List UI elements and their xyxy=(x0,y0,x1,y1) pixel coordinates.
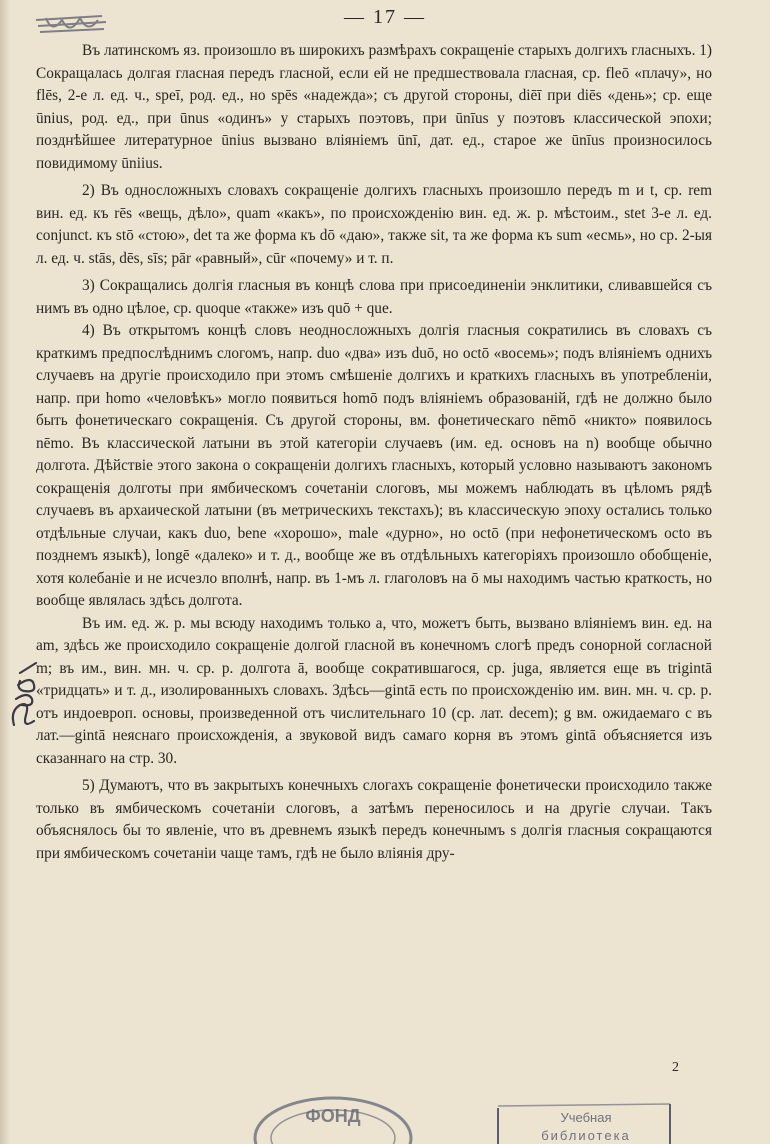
page-edge-shadow xyxy=(0,0,10,1144)
sheet-signature-mark: 2 xyxy=(672,1060,679,1075)
svg-text:Учебная: Учебная xyxy=(560,1110,612,1125)
paragraph-5: 5) Думаютъ, что въ закрытыхъ конечныхъ слогахъ сокращеніе фонетически происходило также только въ ямбическомъ сочетаніи слоговъ, а затѣмъ переносилось и на другіе случаи. Такъ объяснялось бы то явленіе, что въ древнемъ языкѣ передъ конечнымъ s долгія гласныя сокращаются при ямбическомъ сочетаніи чаще тамъ, гдѣ не было вліянія дру- xyxy=(36,777,712,862)
body-text xyxy=(36,40,712,865)
paragraph-4: 4) Въ открытомъ концѣ словъ неодносложныхъ долгія гласныя сократились въ словахъ съ краткимъ предпослѣднимъ слогомъ, напр. duo «два» изъ duō, но octō «восемь»; подъ вліяніемъ однихъ случаевъ на другіе происходило при этомъ смѣшеніе долгихъ и краткихъ гласныхъ въ употребленіи, напр. при homo «человѣкъ» могло появиться homō подъ вліяніемъ образованій, гдѣ не должно было быть фонетическаго сокращенія. Съ другой стороны, вм. фонетическаго nēmō «никто» появилось nēmo. Въ классической латыни въ этой категоріи случаевъ (им. ед. основъ на n) вообще обычно долгота. Дѣйствіе этого закона о сокращеніи долгихъ гласныхъ, который условно называютъ закономъ сокращенія долготы при ямбическомъ сочетаніи слоговъ, мы можемъ наблюдать въ цѣломъ рядѣ случаевъ въ архаической латыни (въ метрическихъ текстахъ); въ классическую эпоху остались только отдѣльные случаи, какъ duo, bene «хорошо», male «дурно», но octō (при нефонетическомъ octo въ позднемъ языкѣ), longē «далеко» и т. д., вообще же въ отдѣльныхъ категоріяхъ произошло обобщеніе, хотя колебаніе и не исчезло вполнѣ, напр. въ 1-мъ л. глаголовъ на ō мы находимъ частью краткость, но вообще являлась здѣсь долгота. xyxy=(36,322,712,609)
svg-text:библиотека: библиотека xyxy=(541,1128,631,1143)
paragraph-fem-nom: Въ им. ед. ж. р. мы всюду находимъ только a, что, можетъ быть, вызвано вліяніемъ вин. ед. на am, здѣсь же происходило сокращеніе долгой гласной въ конечномъ слогѣ предъ сонорной согласной m; въ им., вин. мн. ч. ср. р. долгота ā, вообще сократившагося, ср. juga, является еще въ trigintā «тридцать» и т. д., изолированныхъ словахъ. Здѣсь—gintā есть по происхожденію им. вин. мн. ч. ср. р. отъ индоевроп. основы, произведенной отъ числительнаго 10 (ср. лат. decem); g вм. ожидаемаго c въ лат.—gintā неяснаго происхожденія, а звуковой видъ самаго корня въ этомъ gintā объясняется изъ сказаннаго на стр. 30. xyxy=(36,614,712,767)
library-seal-bottom xyxy=(248,1086,418,1144)
svg-text:ФОНД: ФОНД xyxy=(305,1106,361,1126)
margin-pencil-note xyxy=(6,655,42,735)
paragraph-intro: Въ латинскомъ яз. произошло въ широкихъ размѣрахъ сокращеніе старыхъ долгихъ гласныхъ. 1) Сокращалась долгая гласная передъ гласной, если ей не предшествовала гласная, ср. fleō «плачу», но flēs, 2-е л. ед. ч., speī, род. ед., но spēs «надежда»; съ другой стороны, diēī при diēs «день»; ср. еще ūnius, род. ед., при ūnus «одинъ» у старыхъ поэтовъ, при ūnīus у поэтовъ классической эпохи; позднѣйшее литературное ūnius вызвано вліяніемъ ūnī, дат. ед., старое же ūnīus произносилось повидимому ūniius. xyxy=(36,42,712,172)
paragraph-3: 3) Сокращались долгія гласныя въ концѣ слова при присоединеніи энклитики, сливавшейся съ нимъ въ одно цѣлое, ср. quoque «также» изъ quō + que. xyxy=(36,277,712,317)
page-number: — 17 — xyxy=(344,6,426,28)
paragraph-2: 2) Въ односложныхъ словахъ сокращеніе долгихъ гласныхъ произошло передъ m и t, ср. rem вин. ед. къ rēs «вещь, дѣло», quam «какъ», по происхожденію вин. ед. ж. р. мѣстоим., stet 3-е л. ед. conjunct. къ stō «стою», det та же форма къ dō «даю», также sit, та же форма къ sum «есмь», но ср. 2-ыя л. ед. ч. stās, dēs, sīs; pār «равный», cūr «почему» и т. п. xyxy=(36,182,712,267)
library-stamp-bottom xyxy=(494,1098,674,1144)
